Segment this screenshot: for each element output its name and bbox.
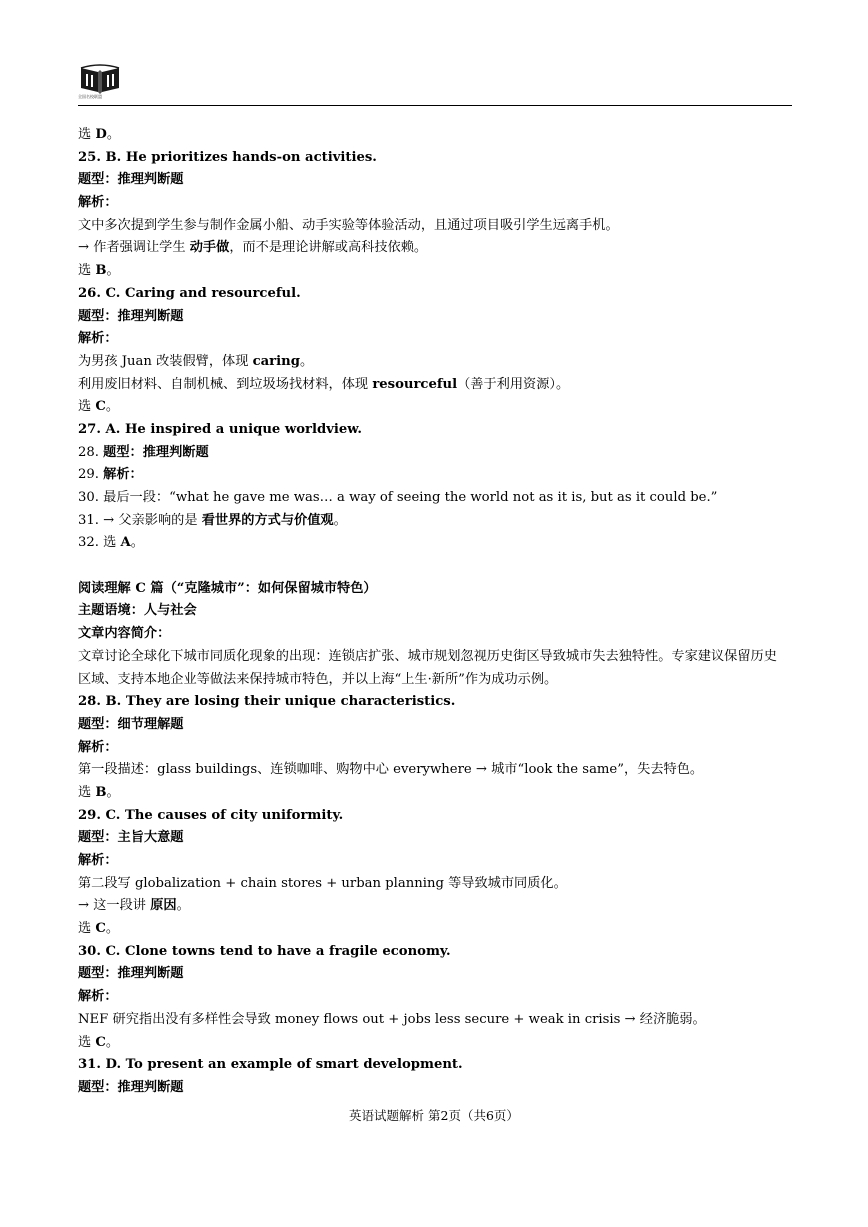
q30-choice: 选 C。 [78, 1034, 120, 1050]
q25-type: 题型：推理判断题 [78, 172, 184, 188]
answer-content [78, 124, 790, 1100]
q26-type: 题型：推理判断题 [78, 308, 184, 324]
q28-type: 题型：细节理解题 [78, 716, 184, 732]
q25-analysis-label: 解析： [78, 195, 118, 211]
logo-caption: 全国名校联盟 [78, 94, 102, 99]
q31-answer: 31. D. To present an example of smart development. [78, 1057, 463, 1073]
q30-type: 题型：推理判断题 [78, 966, 184, 982]
q27-analysis-label: 29. 解析： [78, 467, 143, 483]
q26-answer: 26. C. Caring and resourceful. [78, 285, 301, 301]
q28-analysis-line: 第一段描述：glass buildings、连锁咖啡、购物中心 everywhere → 城市“look the same”，失去特色。 [78, 762, 704, 778]
q27-choice: 32. 选 A。 [78, 535, 144, 551]
passage-c-summary: 文章讨论全球化下城市同质化现象的出现：连锁店扩张、城市规划忽视历史街区导致城市失去独特性。专家建议保留历史区域、支持本地企业等做法来保持城市特色，并以上海“上生·新所”作为成功示例。 [78, 648, 777, 687]
q30-answer: 30. C. Clone towns tend to have a fragile economy. [78, 943, 451, 959]
passage-c-title: 阅读理解 C 篇（“克隆城市”：如何保留城市特色） [78, 580, 377, 596]
q29-analysis-label: 解析： [78, 853, 118, 869]
q26-analysis-line: 为男孩 Juan 改装假臂，体现 caring。 [78, 353, 314, 369]
q29-answer: 29. C. The causes of city uniformity. [78, 807, 344, 823]
q26-analysis-line: 利用废旧材料、自制机械、到垃圾场找材料，体现 resourceful（善于利用资源）。 [78, 376, 570, 392]
q25-analysis-line: → 作者强调让学生 动手做，而不是理论讲解或高科技依赖。 [78, 240, 428, 256]
q28-answer: 28. B. They are losing their unique characteristics. [78, 694, 456, 710]
passage-c-summary-label: 文章内容简介： [78, 626, 171, 642]
q27-analysis-line: 30. 最后一段：“what he gave me was… a way of seeing the world not as it is, but as it could be.” [78, 490, 718, 505]
q29-analysis-line: 第二段写 globalization + chain stores + urban planning 等导致城市同质化。 [78, 875, 567, 891]
q25-answer: 25. B. He prioritizes hands-on activities. [78, 149, 377, 165]
q31-type: 题型：推理判断题 [78, 1079, 184, 1095]
q28-analysis-label: 解析： [78, 739, 118, 755]
q27-answer: 27. A. He inspired a unique worldview. [78, 421, 362, 437]
q25-analysis-line: 文中多次提到学生参与制作金属小船、动手实验等体验活动，且通过项目吸引学生远离手机。 [78, 217, 619, 233]
q25-choice: 选 B。 [78, 263, 120, 279]
page-footer: 英语试题解析 第2页（共6页） [349, 1108, 519, 1123]
q29-choice: 选 C。 [78, 921, 120, 937]
header-rule [78, 105, 792, 106]
passage-c-theme: 主题语境：人与社会 [78, 603, 197, 619]
q24-choice: 选 D。 [78, 127, 121, 142]
q29-type: 题型：主旨大意题 [78, 830, 184, 846]
q27-analysis-line: 31. → 父亲影响的是 看世界的方式与价值观。 [78, 512, 347, 528]
section-gap [78, 555, 790, 578]
q26-analysis-label: 解析： [78, 331, 118, 347]
q28-choice: 选 B。 [78, 784, 120, 800]
q27-type: 28. 题型：推理判断题 [78, 444, 209, 460]
q29-analysis-line: → 这一段讲 原因。 [78, 898, 190, 914]
page-header [78, 62, 792, 106]
q30-analysis-label: 解析： [78, 989, 118, 1005]
q30-analysis-line: NEF 研究指出没有多样性会导致 money flows out + jobs less secure + weak in crisis → 经济脆弱。 [78, 1011, 706, 1027]
q26-choice: 选 C。 [78, 399, 120, 415]
